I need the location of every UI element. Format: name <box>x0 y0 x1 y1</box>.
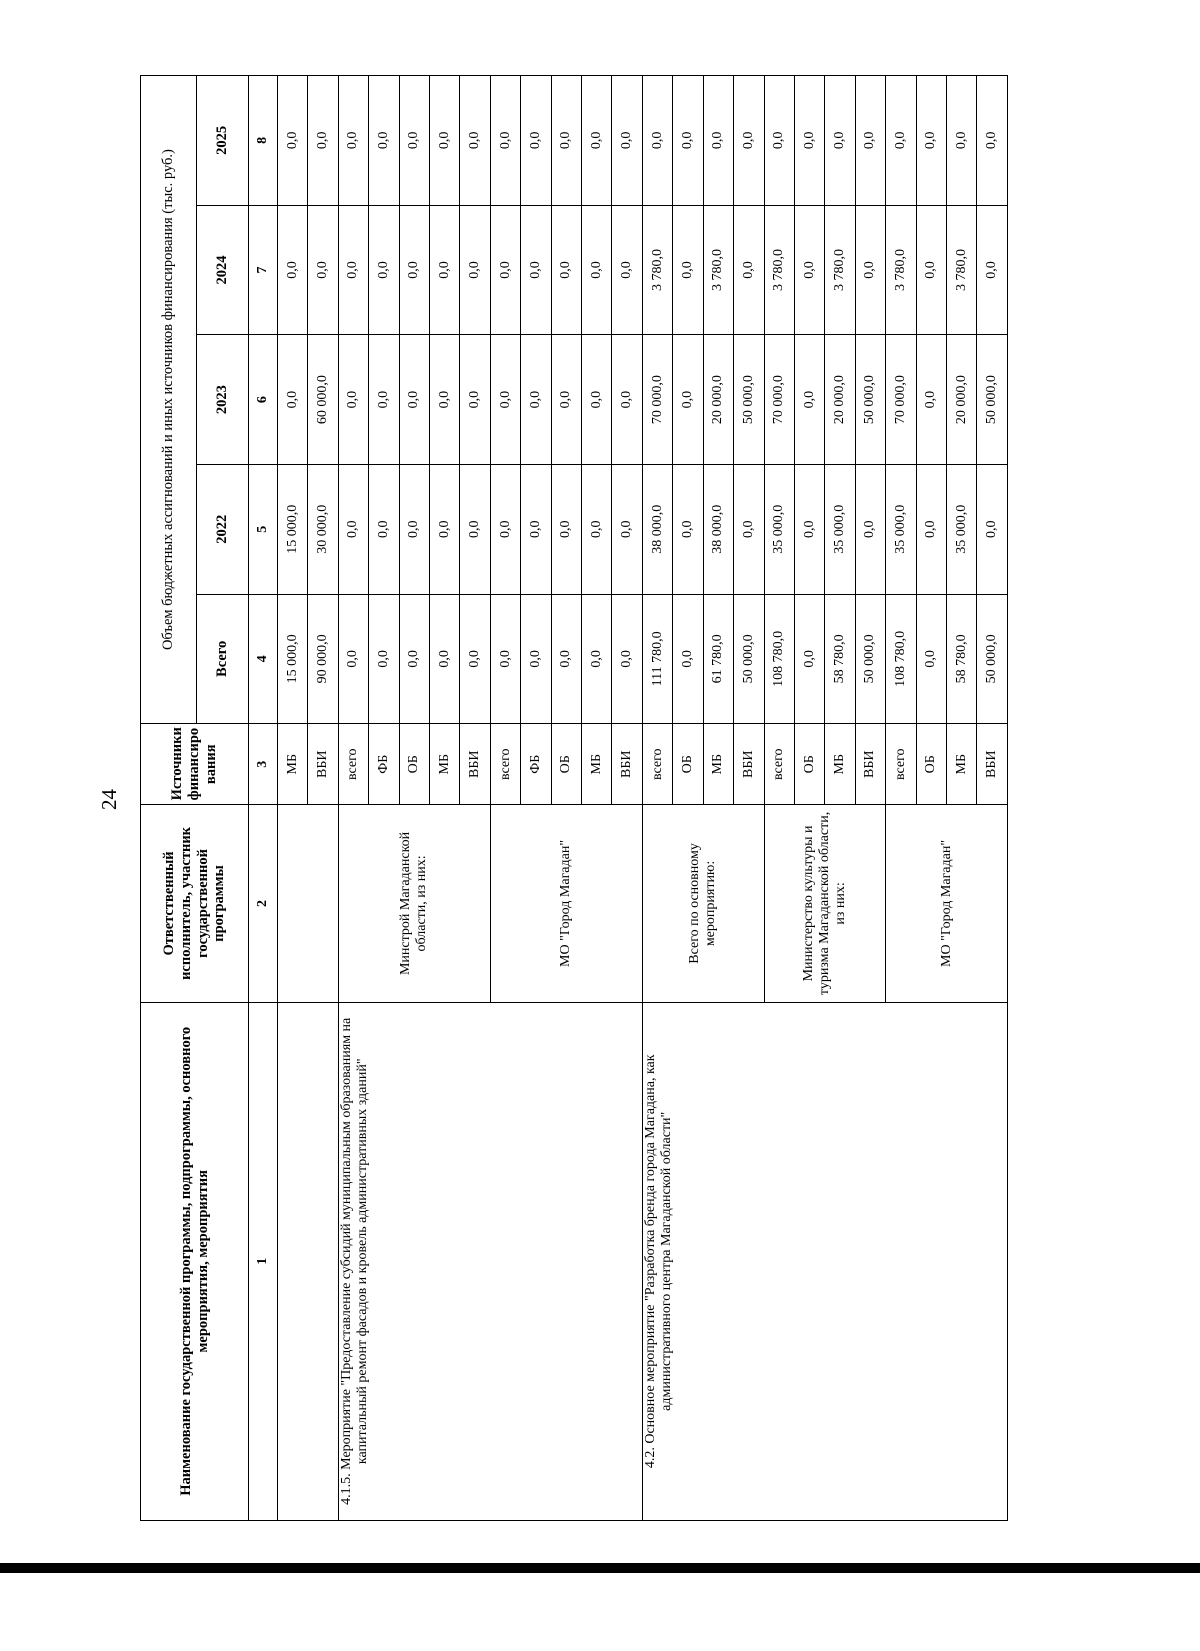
value-cell: 0,0 <box>460 594 490 724</box>
value-cell: 3 780,0 <box>825 205 855 335</box>
value-cell: 0,0 <box>551 76 581 206</box>
value-cell: 0,0 <box>673 594 703 724</box>
value-cell: 0,0 <box>582 594 612 724</box>
value-cell: 0,0 <box>399 205 429 335</box>
value-cell: 0,0 <box>430 594 460 724</box>
index-cell: 5 <box>249 464 278 594</box>
source-cell: МБ <box>946 724 976 805</box>
value-cell: 0,0 <box>399 76 429 206</box>
value-cell: 108 780,0 <box>764 594 794 724</box>
value-cell: 0,0 <box>460 205 490 335</box>
value-cell: 50 000,0 <box>855 594 885 724</box>
table-row <box>642 76 672 1521</box>
executor-name: МО "Город Магадан" <box>886 805 1008 1002</box>
value-cell: 0,0 <box>430 205 460 335</box>
source-cell: ФБ <box>369 724 399 805</box>
value-cell: 0,0 <box>430 76 460 206</box>
header-funding-group: Объем бюджетных ассигнований и иных источников финансирования (тыс. руб.) <box>141 76 197 724</box>
value-cell: 0,0 <box>855 76 885 206</box>
value-cell: 58 780,0 <box>825 594 855 724</box>
value-cell: 0,0 <box>490 335 520 465</box>
source-cell: МБ <box>825 724 855 805</box>
source-cell: ВБИ <box>734 724 764 805</box>
value-cell: 0,0 <box>308 205 338 335</box>
value-cell: 0,0 <box>338 464 368 594</box>
value-cell: 0,0 <box>430 464 460 594</box>
rotated-table-wrapper <box>140 75 1008 1521</box>
value-cell: 0,0 <box>460 76 490 206</box>
value-cell: 0,0 <box>521 594 551 724</box>
index-cell: 1 <box>249 1002 278 1520</box>
value-cell: 0,0 <box>369 205 399 335</box>
table-row <box>338 76 368 1521</box>
value-cell: 0,0 <box>612 335 642 465</box>
header-total: Всего <box>197 594 249 724</box>
value-cell: 0,0 <box>278 205 308 335</box>
value-cell: 0,0 <box>460 335 490 465</box>
value-cell: 0,0 <box>490 76 520 206</box>
executor-name: МО "Город Магадан" <box>490 805 642 1002</box>
source-cell: МБ <box>703 724 733 805</box>
value-cell: 0,0 <box>521 464 551 594</box>
value-cell: 0,0 <box>399 594 429 724</box>
index-row <box>249 76 278 1521</box>
value-cell: 61 780,0 <box>703 594 733 724</box>
name-cell-blank <box>278 1002 339 1520</box>
source-cell: МБ <box>430 724 460 805</box>
value-cell: 0,0 <box>794 205 824 335</box>
value-cell: 0,0 <box>612 464 642 594</box>
value-cell: 0,0 <box>916 76 946 206</box>
value-cell: 0,0 <box>612 205 642 335</box>
value-cell: 70 000,0 <box>642 335 672 465</box>
value-cell: 0,0 <box>612 76 642 206</box>
index-cell: 6 <box>249 335 278 465</box>
value-cell: 0,0 <box>886 76 916 206</box>
value-cell: 0,0 <box>551 205 581 335</box>
value-cell: 0,0 <box>977 464 1008 594</box>
page-number: 24 <box>97 789 121 810</box>
value-cell: 0,0 <box>490 594 520 724</box>
value-cell: 0,0 <box>673 76 703 206</box>
source-cell: ОБ <box>916 724 946 805</box>
value-cell: 0,0 <box>490 464 520 594</box>
value-cell: 0,0 <box>369 464 399 594</box>
value-cell: 0,0 <box>642 76 672 206</box>
index-cell: 2 <box>249 805 278 1002</box>
value-cell: 0,0 <box>825 76 855 206</box>
header-source: Источники финансиро вания <box>141 724 249 805</box>
value-cell: 0,0 <box>612 594 642 724</box>
value-cell: 0,0 <box>582 205 612 335</box>
executor-cell-blank <box>278 805 339 1002</box>
value-cell: 0,0 <box>582 464 612 594</box>
value-cell: 38 000,0 <box>642 464 672 594</box>
value-cell: 0,0 <box>734 205 764 335</box>
value-cell: 3 780,0 <box>703 205 733 335</box>
value-cell: 0,0 <box>794 335 824 465</box>
value-cell: 3 780,0 <box>642 205 672 335</box>
value-cell: 50 000,0 <box>855 335 885 465</box>
executor-name: Министерство культуры и туризма Магаданской области, из них: <box>764 805 886 1002</box>
value-cell: 50 000,0 <box>734 335 764 465</box>
value-cell: 111 780,0 <box>642 594 672 724</box>
measure-name: 4.1.5. Мероприятие "Предоставление субсидий муниципальным образованиям на капитальный ремонт фасадов и кровель административных зданий" <box>338 1002 642 1520</box>
source-cell: ОБ <box>673 724 703 805</box>
value-cell: 0,0 <box>764 76 794 206</box>
source-cell: всего <box>764 724 794 805</box>
table-row <box>278 76 308 1521</box>
source-cell: ОБ <box>399 724 429 805</box>
value-cell: 35 000,0 <box>946 464 976 594</box>
header-executor: Ответственный исполнитель, участник государственной программы <box>141 805 249 1002</box>
source-cell: МБ <box>278 724 308 805</box>
value-cell: 0,0 <box>582 76 612 206</box>
value-cell: 0,0 <box>430 335 460 465</box>
source-cell: МБ <box>582 724 612 805</box>
measure-name: 4.2. Основное мероприятие "Разработка бренда города Магадана, как административного центра Магаданской области" <box>642 1002 1007 1520</box>
value-cell: 0,0 <box>855 464 885 594</box>
header-name: Наименование государственной программы, подпрограммы, основного мероприятия, мероприятия <box>141 1002 249 1520</box>
value-cell: 35 000,0 <box>764 464 794 594</box>
index-cell: 8 <box>249 76 278 206</box>
value-cell: 90 000,0 <box>308 594 338 724</box>
value-cell: 20 000,0 <box>825 335 855 465</box>
value-cell: 0,0 <box>977 205 1008 335</box>
value-cell: 0,0 <box>369 594 399 724</box>
value-cell: 0,0 <box>308 76 338 206</box>
index-cell: 4 <box>249 594 278 724</box>
value-cell: 0,0 <box>338 76 368 206</box>
value-cell: 0,0 <box>673 464 703 594</box>
value-cell: 0,0 <box>278 76 308 206</box>
value-cell: 0,0 <box>521 205 551 335</box>
value-cell: 3 780,0 <box>946 205 976 335</box>
value-cell: 38 000,0 <box>703 464 733 594</box>
bottom-rule <box>0 1563 1200 1573</box>
value-cell: 0,0 <box>673 335 703 465</box>
executor-name: Всего по основному мероприятию: <box>642 805 764 1002</box>
value-cell: 0,0 <box>794 76 824 206</box>
value-cell: 3 780,0 <box>764 205 794 335</box>
value-cell: 0,0 <box>490 205 520 335</box>
header-2025: 2025 <box>197 76 249 206</box>
value-cell: 50 000,0 <box>977 335 1008 465</box>
value-cell: 0,0 <box>338 594 368 724</box>
value-cell: 0,0 <box>521 335 551 465</box>
value-cell: 0,0 <box>551 335 581 465</box>
value-cell: 50 000,0 <box>977 594 1008 724</box>
source-cell: ОБ <box>794 724 824 805</box>
value-cell: 35 000,0 <box>825 464 855 594</box>
index-cell: 7 <box>249 205 278 335</box>
value-cell: 0,0 <box>551 594 581 724</box>
value-cell: 35 000,0 <box>886 464 916 594</box>
value-cell: 0,0 <box>369 76 399 206</box>
source-cell: ВБИ <box>977 724 1008 805</box>
value-cell: 58 780,0 <box>946 594 976 724</box>
funding-table <box>140 75 1008 1521</box>
value-cell: 0,0 <box>399 464 429 594</box>
value-cell: 0,0 <box>399 335 429 465</box>
value-cell: 0,0 <box>521 76 551 206</box>
source-cell: ВБИ <box>460 724 490 805</box>
value-cell: 0,0 <box>460 464 490 594</box>
value-cell: 0,0 <box>916 464 946 594</box>
value-cell: 0,0 <box>673 205 703 335</box>
value-cell: 0,0 <box>278 335 308 465</box>
value-cell: 0,0 <box>977 76 1008 206</box>
source-cell: ВБИ <box>612 724 642 805</box>
value-cell: 0,0 <box>946 76 976 206</box>
value-cell: 50 000,0 <box>734 594 764 724</box>
value-cell: 0,0 <box>916 594 946 724</box>
value-cell: 0,0 <box>338 335 368 465</box>
source-cell: всего <box>490 724 520 805</box>
source-cell: ВБИ <box>855 724 885 805</box>
source-cell: ОБ <box>551 724 581 805</box>
header-2023: 2023 <box>197 335 249 465</box>
header-2024: 2024 <box>197 205 249 335</box>
value-cell: 20 000,0 <box>703 335 733 465</box>
value-cell: 108 780,0 <box>886 594 916 724</box>
value-cell: 20 000,0 <box>946 335 976 465</box>
value-cell: 15 000,0 <box>278 594 308 724</box>
value-cell: 60 000,0 <box>308 335 338 465</box>
value-cell: 0,0 <box>582 335 612 465</box>
header-2022: 2022 <box>197 464 249 594</box>
value-cell: 15 000,0 <box>278 464 308 594</box>
value-cell: 0,0 <box>734 464 764 594</box>
value-cell: 0,0 <box>734 76 764 206</box>
value-cell: 0,0 <box>916 205 946 335</box>
value-cell: 0,0 <box>916 335 946 465</box>
value-cell: 0,0 <box>551 464 581 594</box>
value-cell: 0,0 <box>338 205 368 335</box>
value-cell: 70 000,0 <box>764 335 794 465</box>
source-cell: ФБ <box>521 724 551 805</box>
value-cell: 30 000,0 <box>308 464 338 594</box>
source-cell: всего <box>338 724 368 805</box>
value-cell: 0,0 <box>794 594 824 724</box>
value-cell: 3 780,0 <box>886 205 916 335</box>
index-cell: 3 <box>249 724 278 805</box>
source-cell: ВБИ <box>308 724 338 805</box>
value-cell: 0,0 <box>703 76 733 206</box>
value-cell: 0,0 <box>369 335 399 465</box>
value-cell: 0,0 <box>794 464 824 594</box>
value-cell: 70 000,0 <box>886 335 916 465</box>
executor-name: Минстрой Магаданской области, из них: <box>338 805 490 1002</box>
source-cell: всего <box>642 724 672 805</box>
source-cell: всего <box>886 724 916 805</box>
value-cell: 0,0 <box>855 205 885 335</box>
